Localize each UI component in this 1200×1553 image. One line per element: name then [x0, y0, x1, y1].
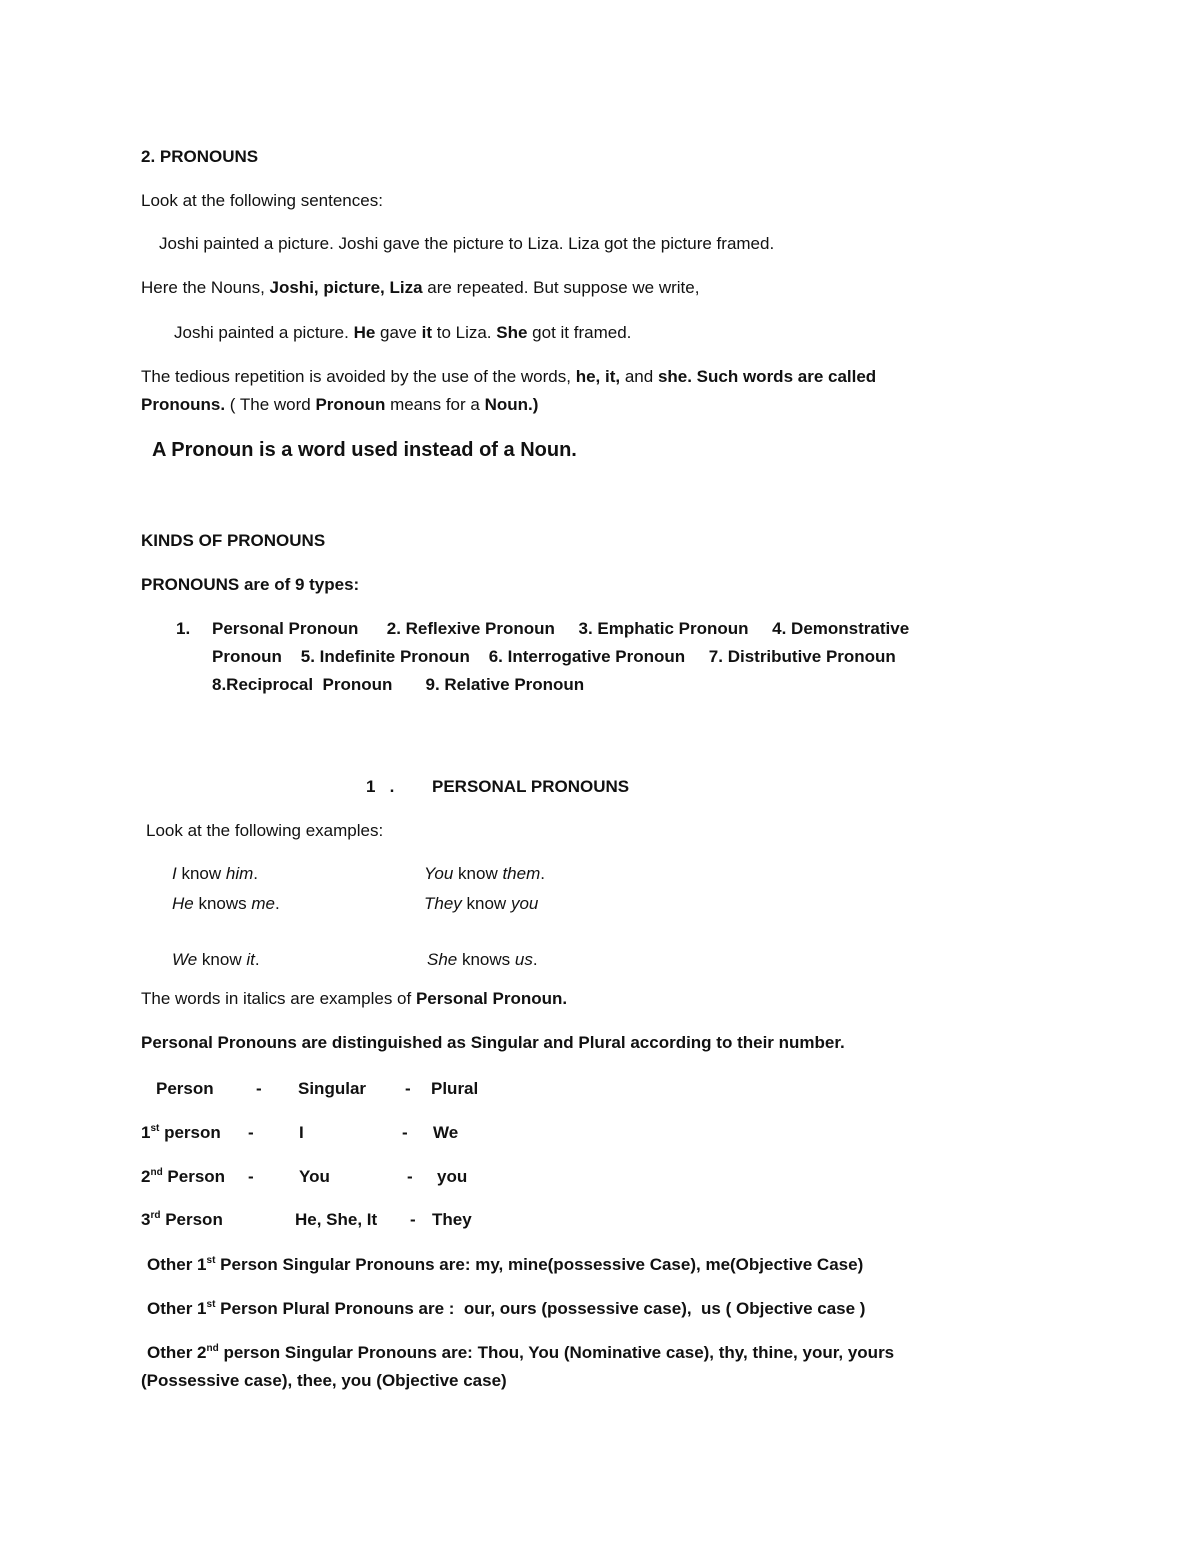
table-cell-singular: I: [299, 1123, 304, 1142]
personal-section-number: 1 .: [366, 777, 395, 796]
example-item: I know him.: [172, 864, 259, 883]
example-item: We know it.: [172, 950, 260, 969]
tedious-paragraph-line2: Pronouns. ( The word Pronoun means for a Noun.): [141, 395, 539, 414]
italics-explanation: The words in italics are examples of Personal Pronoun.: [141, 989, 568, 1008]
example-sentence-pronouns: Joshi painted a picture. He gave it to Liza. She got it framed.: [174, 323, 632, 342]
table-row-person: 1st person: [141, 1123, 221, 1142]
table-dash: -: [407, 1167, 413, 1186]
types-list-line3: 8.Reciprocal Pronoun 9. Relative Pronoun: [212, 675, 585, 694]
table-header-singular: Singular: [298, 1079, 367, 1098]
table-header-plural: Plural: [431, 1079, 479, 1098]
table-cell-singular: You: [299, 1167, 330, 1186]
table-dash: -: [410, 1210, 416, 1229]
personal-section-title: PERSONAL PRONOUNS: [432, 777, 630, 796]
table-dash: -: [248, 1123, 254, 1142]
table-dash: -: [248, 1167, 254, 1186]
types-list-number: 1.: [176, 619, 191, 638]
other-second-singular-line2: (Possessive case), thee, you (Objective case): [141, 1371, 507, 1390]
example-item: He knows me.: [172, 894, 280, 913]
nouns-repeated-line: Here the Nouns, Joshi, picture, Liza are repeated. But suppose we write,: [141, 278, 700, 297]
example-sentence-repeated: Joshi painted a picture. Joshi gave the picture to Liza. Liza got the picture framed.: [159, 234, 775, 253]
table-cell-plural: They: [432, 1210, 472, 1229]
table-dash: -: [405, 1079, 411, 1098]
intro-text: Look at the following sentences:: [141, 191, 383, 210]
kinds-heading: KINDS OF PRONOUNS: [141, 531, 326, 550]
example-item: You know them.: [424, 864, 545, 883]
table-cell-singular: He, She, It: [295, 1210, 378, 1229]
table-cell-plural: We: [433, 1123, 459, 1142]
table-dash: -: [402, 1123, 408, 1142]
pronoun-definition: A Pronoun is a word used instead of a Noun.: [152, 439, 577, 461]
tedious-paragraph-line1: The tedious repetition is avoided by the use of the words, he, it, and she. Such words are called: [141, 367, 877, 386]
other-first-plural: Other 1st Person Plural Pronouns are : our, ours (possessive case), us ( Objective case ): [147, 1299, 866, 1318]
table-header-person: Person: [156, 1079, 214, 1098]
example-item: They know you: [424, 894, 539, 913]
other-first-singular: Other 1st Person Singular Pronouns are: my, mine(possessive Case), me(Objective Case): [147, 1255, 864, 1274]
types-list-line2: Pronoun 5. Indefinite Pronoun 6. Interrogative Pronoun 7. Distributive Pronoun: [212, 647, 896, 666]
table-row-person: 2nd Person: [141, 1167, 226, 1186]
section-heading: 2. PRONOUNS: [141, 147, 259, 166]
example-item: She knows us.: [427, 950, 538, 969]
table-row-person: 3rd Person: [141, 1210, 223, 1229]
types-intro: PRONOUNS are of 9 types:: [141, 575, 360, 594]
other-second-singular-line1: Other 2nd person Singular Pronouns are: Thou, You (Nominative case), thy, thine, your, yours: [147, 1343, 895, 1362]
table-cell-plural: you: [437, 1167, 468, 1186]
singular-plural-statement: Personal Pronouns are distinguished as Singular and Plural according to their number.: [141, 1033, 845, 1052]
examples-intro: Look at the following examples:: [146, 821, 384, 840]
types-list-line1: Personal Pronoun 2. Reflexive Pronoun 3. Emphatic Pronoun 4. Demonstrative: [212, 619, 910, 638]
table-dash: -: [256, 1079, 262, 1098]
